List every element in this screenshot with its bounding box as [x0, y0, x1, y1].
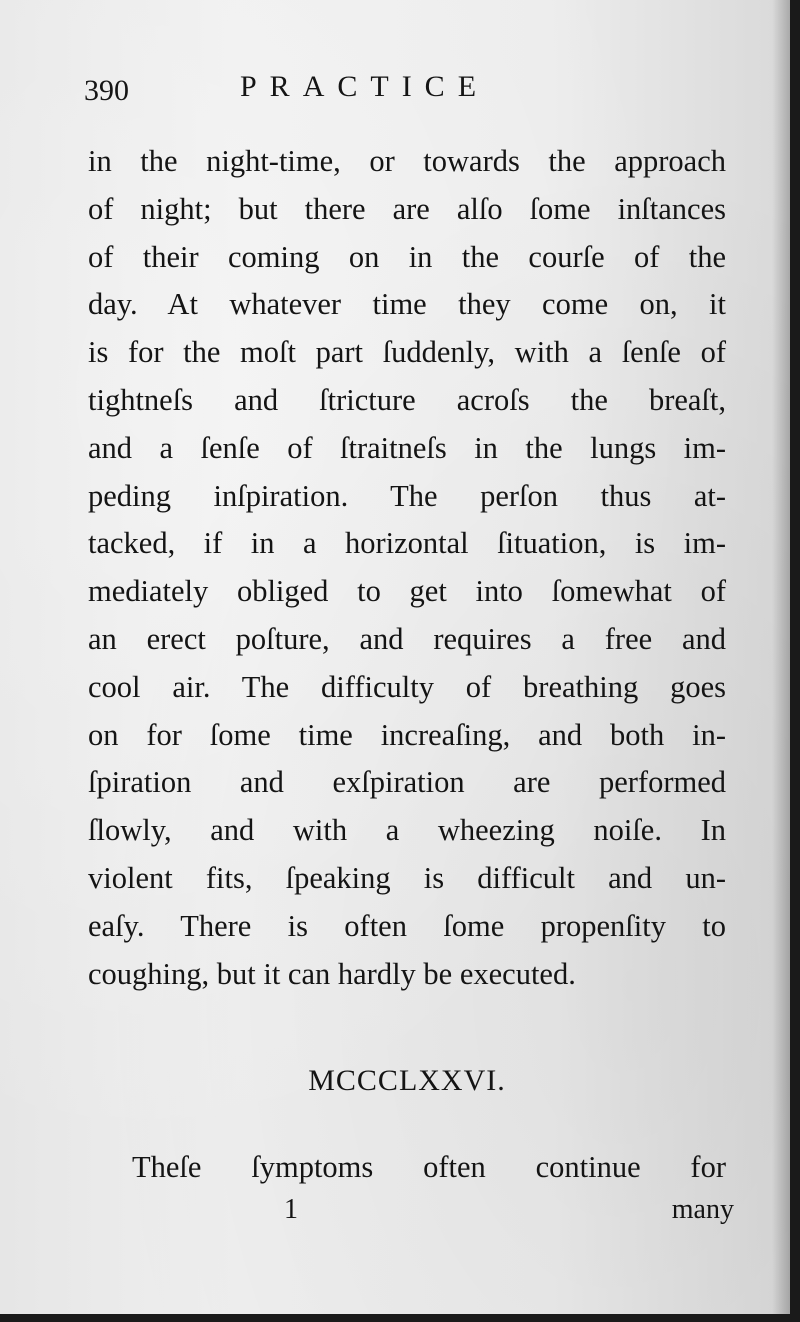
text-line: of their coming on in the courſe of the	[88, 239, 726, 274]
text-line: and a ſenſe of ſtraitneſs in the lungs im-	[88, 430, 726, 465]
text-line: on for ſome time increaſing, and both in-	[88, 717, 726, 752]
text-line: peding inſpiration. The perſon thus at-	[88, 478, 726, 513]
text-line: of night; but there are alſo ſome inſtances	[88, 191, 726, 226]
text-line: is for the moſt part ſuddenly, with a ſenſe of	[88, 335, 726, 370]
text-line: cool air. The difficulty of breathing goes	[88, 669, 726, 704]
paragraph-2	[88, 1144, 726, 1192]
text-line: mediately obliged to get into ſomewhat of	[88, 574, 726, 609]
text-line: coughing, but it can hardly be executed.	[88, 956, 576, 991]
text-line: in the night-time, or towards the approach	[88, 144, 726, 178]
text-line: day. At whatever time they come on, it	[88, 287, 726, 322]
text-line: ſpiration and exſpiration are performed	[88, 765, 726, 800]
text-line: tacked, if in a horizontal ſituation, is im-	[88, 526, 726, 561]
text-line: ſlowly, and with a wheezing noiſe. In	[88, 813, 726, 848]
text-line: Theſe ſymptoms often continue for	[132, 1150, 726, 1184]
running-head: PRACTICE	[240, 70, 490, 103]
text-line: an erect poſture, and requires a free and	[88, 621, 726, 656]
text-line: violent fits, ſpeaking is difficult and un-	[88, 860, 726, 895]
text-line: tightneſs and ſtricture acroſs the breaſt,	[88, 382, 726, 417]
section-heading: MCCCLXXVI.	[308, 1064, 506, 1097]
page-footer	[88, 1194, 734, 1234]
page-header	[84, 68, 724, 108]
catchword: many	[671, 1194, 734, 1225]
text-line: eaſy. There is often ſome propenſity to	[88, 908, 726, 943]
paragraph-1	[88, 138, 726, 998]
signature-mark: 1	[284, 1194, 298, 1225]
page-number: 390	[84, 74, 129, 107]
